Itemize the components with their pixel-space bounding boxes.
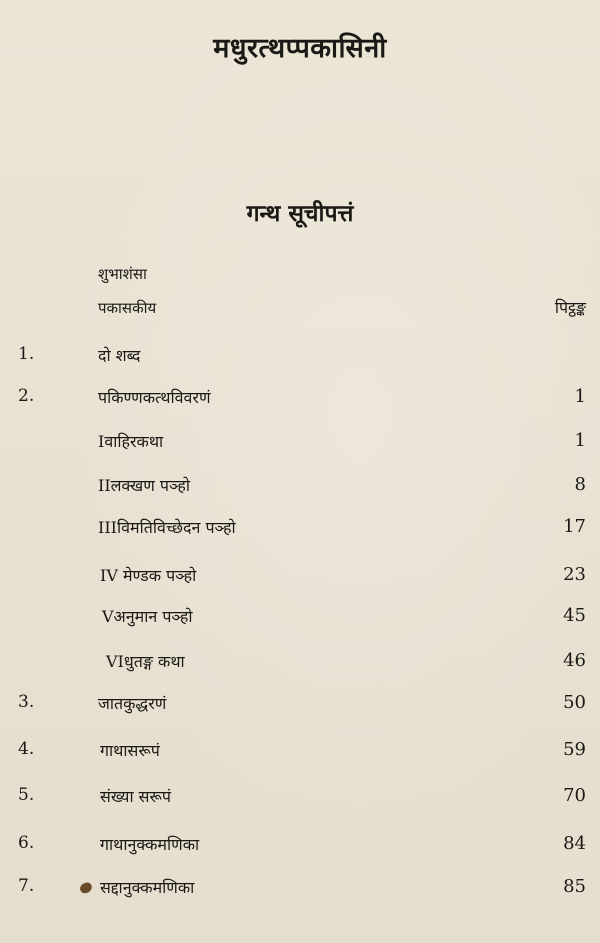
toc-number: 2. — [18, 386, 35, 406]
toc-page: 1 — [574, 430, 586, 451]
toc-row — [0, 650, 600, 680]
toc-label: जातकुद्धरणं — [98, 694, 167, 713]
toc-row — [0, 564, 600, 594]
toc-number: 4. — [18, 739, 35, 759]
book-title: मधुरत्थप्पकासिनी — [213, 33, 387, 64]
contents-heading: गन्थ सूचीपत्तं — [246, 200, 354, 227]
toc-label: IV मेण्डक पञ्हो — [100, 566, 197, 585]
toc-label: दो शब्द — [98, 346, 141, 365]
toc-number: 7. — [18, 876, 35, 896]
toc-row — [0, 833, 600, 863]
toc-row — [0, 785, 600, 815]
toc-label: सद्दानुक्कमणिका — [100, 878, 195, 897]
front-matter-item: शुभाशंसा — [98, 265, 147, 283]
toc-row — [0, 430, 600, 460]
toc-label: गाथासरूपं — [100, 741, 160, 760]
toc-number: 6. — [18, 833, 35, 853]
toc-number: 5. — [18, 785, 35, 805]
toc-page: 1 — [574, 386, 586, 407]
toc-row — [0, 344, 600, 374]
toc-label: गाथानुक्कमणिका — [100, 835, 200, 854]
toc-row — [0, 474, 600, 504]
toc-number: 3. — [18, 692, 35, 712]
toc-page: 50 — [563, 692, 586, 713]
toc-label: Iवाहिरकथा — [98, 432, 164, 451]
toc-label: संख्या सरूपं — [100, 787, 172, 806]
toc-page: 70 — [563, 785, 586, 806]
toc-number: 1. — [18, 344, 35, 364]
toc-page: 59 — [563, 739, 586, 760]
toc-row — [0, 516, 600, 546]
toc-page: 46 — [563, 650, 586, 671]
toc-page: 17 — [563, 516, 586, 537]
toc-label: पकिण्णकत्थविवरणं — [98, 388, 211, 407]
toc-label: Vअनुमान पञ्हो — [102, 607, 193, 626]
toc-page: 23 — [563, 564, 586, 585]
toc-page: 8 — [574, 474, 586, 495]
toc-row — [0, 386, 600, 416]
page-number-header: पिट्ठङ्क — [554, 298, 586, 317]
toc-label: VIधुतङ्ग कथा — [106, 652, 185, 671]
toc-row — [0, 739, 600, 769]
toc-page: 84 — [563, 833, 586, 854]
toc-row — [0, 605, 600, 635]
toc-page: 45 — [563, 605, 586, 626]
front-matter-item: पकासकीय — [98, 299, 157, 317]
toc-label: IIIविमतिविच्छेदन पञ्हो — [98, 518, 236, 537]
toc-row — [0, 692, 600, 722]
toc-page: 85 — [563, 876, 586, 897]
toc-label: IIलक्खण पञ्हो — [98, 476, 191, 495]
